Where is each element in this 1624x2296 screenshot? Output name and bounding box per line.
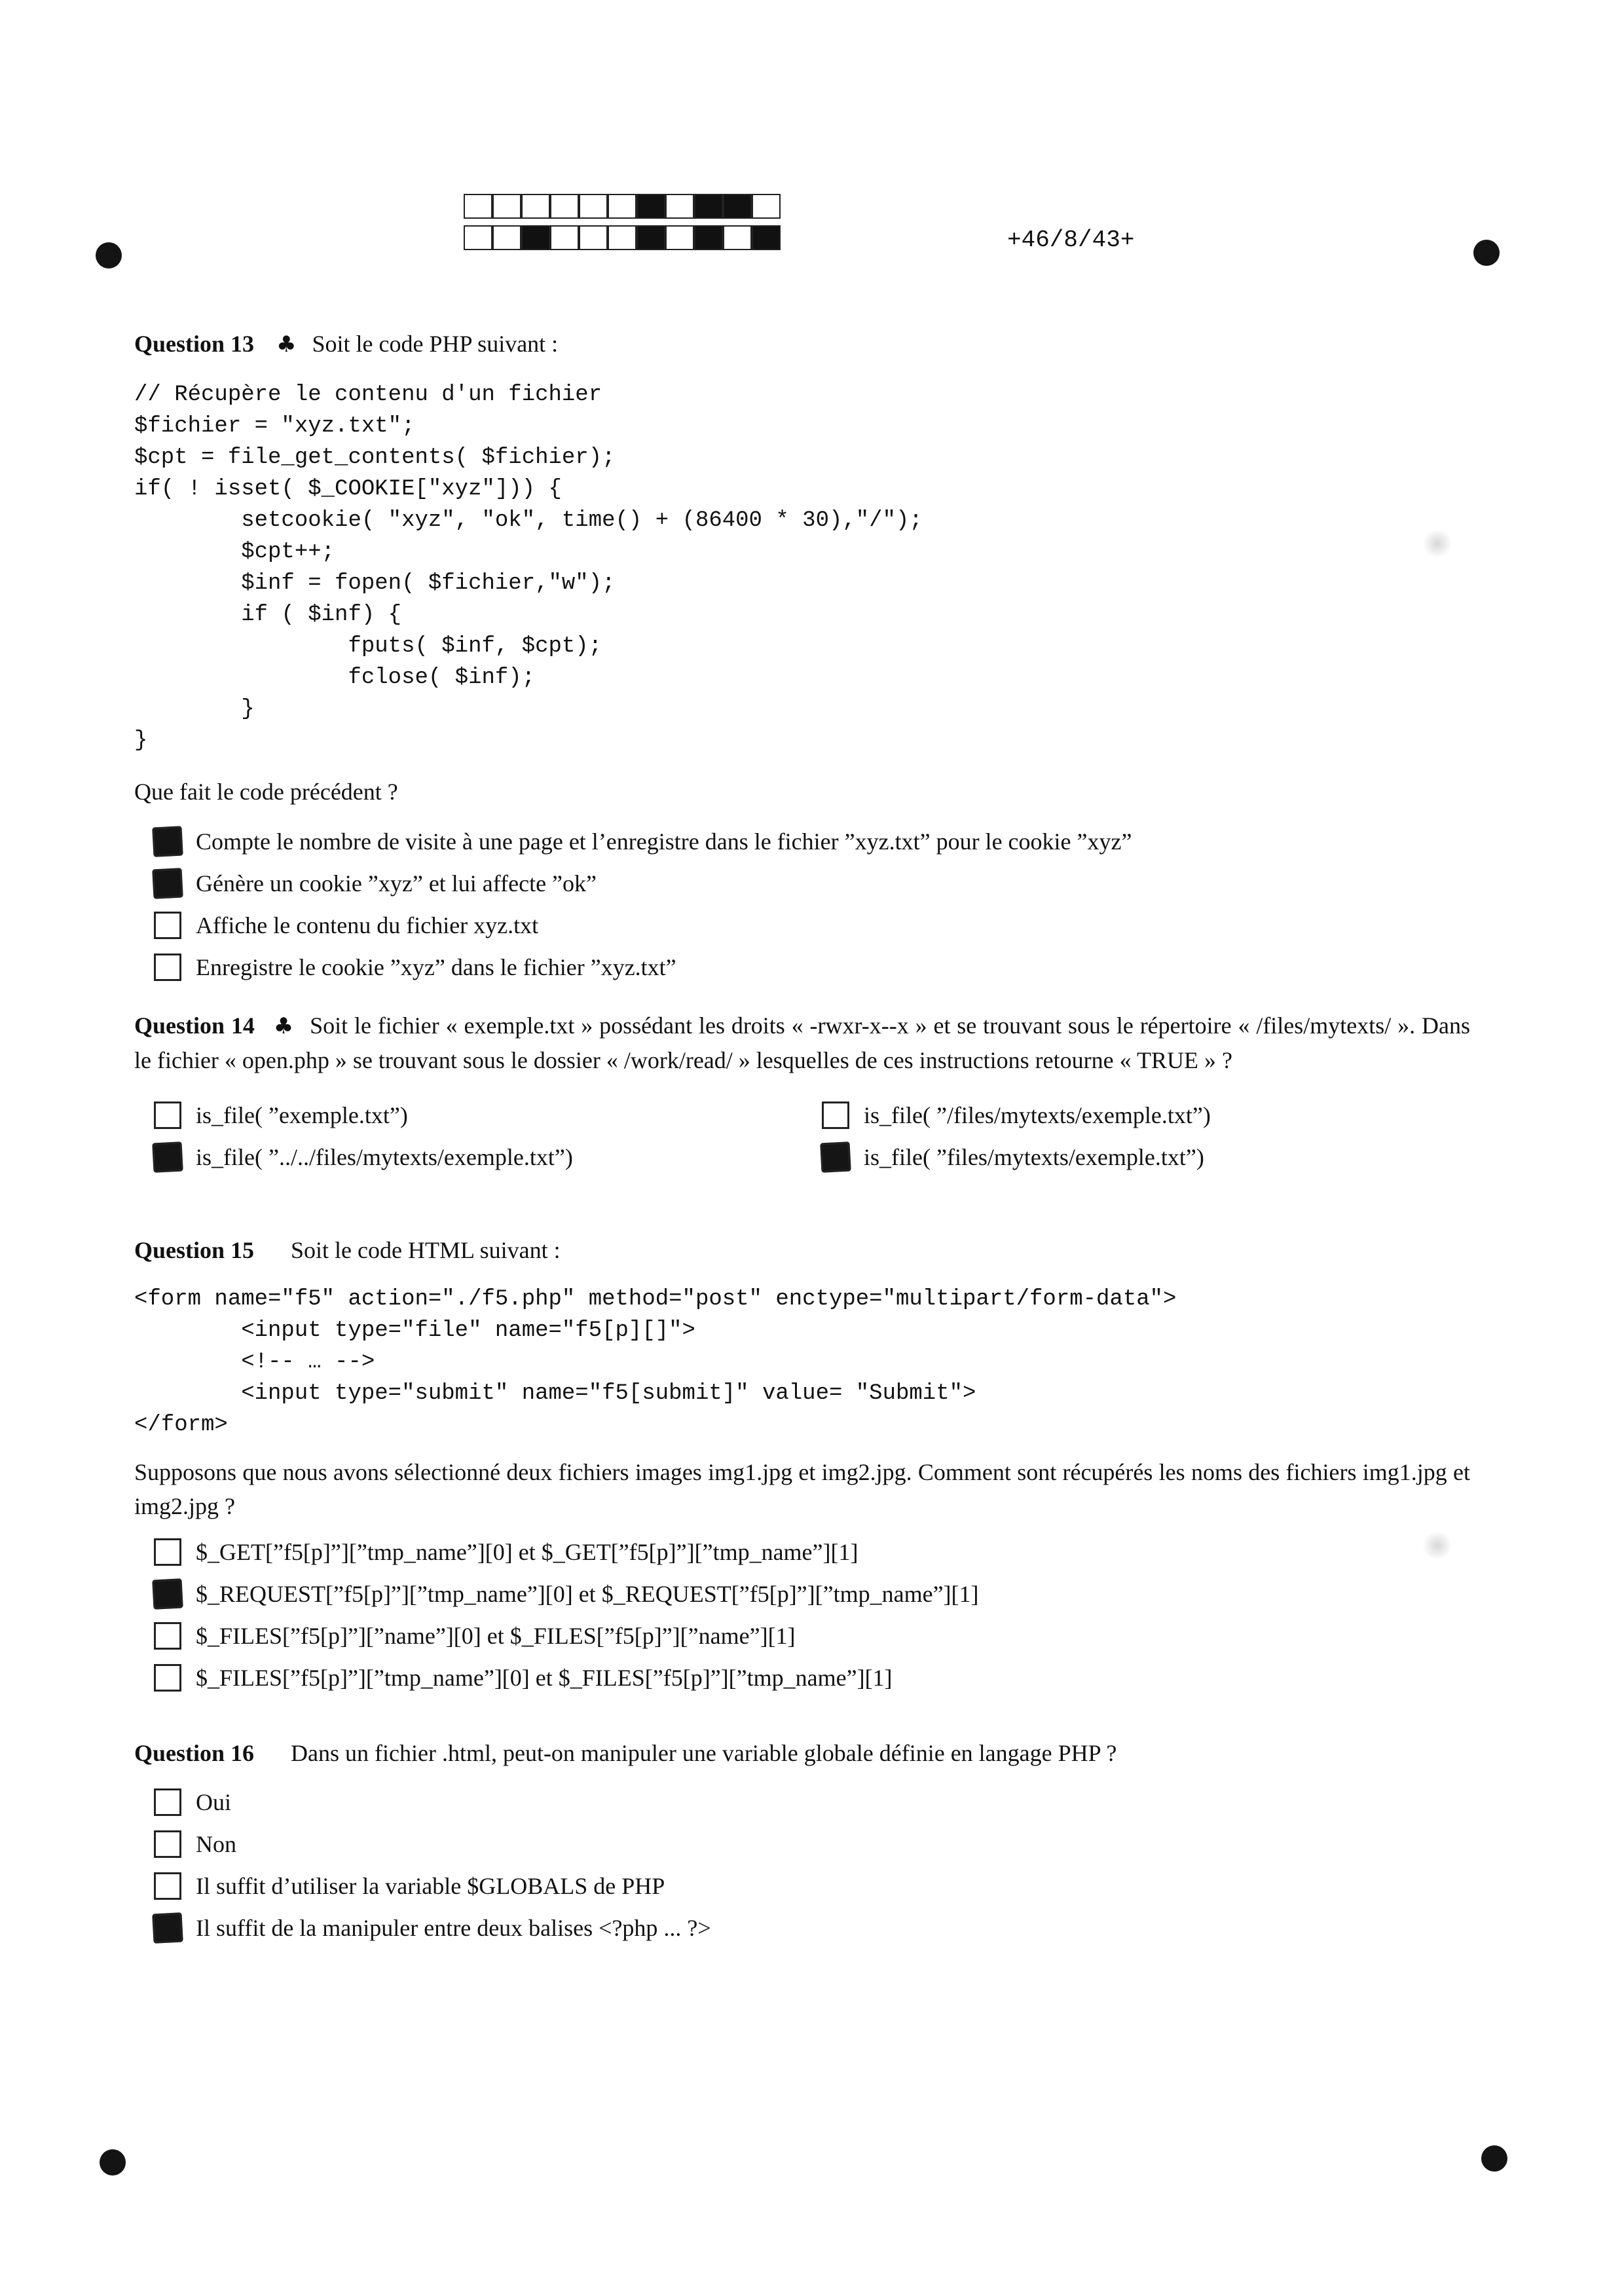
- answer-option[interactable]: [134, 1657, 1470, 1699]
- checkbox-unchecked[interactable]: [154, 912, 181, 939]
- answer-text: is_file( ”files/mytexts/exemple.txt”): [864, 1144, 1204, 1170]
- answer-option[interactable]: [134, 904, 1470, 946]
- answer-option[interactable]: [134, 1615, 1470, 1657]
- html-code-block: <form name="f5" action="./f5.php" method="post" enctype="multipart/form-data"> <input type="file" name="f5[p][]"> <!-- … --> <input type="submit" name="f5[submit]" value= "Submit"> </form>: [134, 1287, 1177, 1437]
- checkbox-unchecked[interactable]: [154, 1872, 181, 1900]
- question-intro: Soit le code HTML suivant :: [291, 1237, 561, 1263]
- question-prompt: Supposons que nous avons sélectionné deux fichiers images img1.jpg et img2.jpg. Comment sont récupérés les noms des fichiers img1.jpg et img2.jpg ?: [134, 1459, 1470, 1519]
- answer-list: [134, 821, 1470, 988]
- checkbox-unchecked[interactable]: [154, 1622, 181, 1650]
- barcode-cell: [492, 194, 521, 219]
- barcode-cell: [550, 194, 579, 219]
- answer-grid: [134, 1094, 1470, 1178]
- question-14-text: [134, 1009, 1470, 1077]
- barcode-cell: [752, 194, 781, 219]
- answer-text: Il suffit de la manipuler entre deux balises <?php ... ?>: [196, 1915, 711, 1941]
- answer-list: [134, 1781, 1470, 1949]
- answer-option[interactable]: [134, 1573, 1470, 1615]
- answer-option[interactable]: [134, 1781, 1470, 1823]
- club-icon: ♣: [272, 1013, 295, 1039]
- checkbox-unchecked[interactable]: [154, 954, 181, 981]
- checkbox-checked[interactable]: [152, 868, 183, 899]
- checkbox-unchecked[interactable]: [154, 1538, 181, 1566]
- answer-text: is_file( ”/files/mytexts/exemple.txt”): [864, 1102, 1211, 1128]
- question-label: Question 15: [134, 1237, 255, 1263]
- checkbox-checked[interactable]: [820, 1141, 851, 1173]
- barcode-cell: [694, 225, 723, 250]
- question-text: Soit le fichier « exemple.txt » possédant les droits « -rwxr-x--x » et se trouvant sous le répertoire « /files/mytexts/ ». Dans le fichier « open.php » se trouvant sous le dossier « /work/read/ » lesquelles de ces instructions retourne « TRUE » ?: [134, 1012, 1471, 1073]
- barcode-cell: [723, 194, 752, 219]
- answer-option[interactable]: [134, 1865, 1470, 1907]
- barcode-cell: [464, 225, 492, 250]
- question-label: Question 16: [134, 1740, 255, 1766]
- question-text: Dans un fichier .html, peut-on manipuler une variable globale définie en langage PHP ?: [291, 1740, 1117, 1766]
- answer-text: is_file( ”../../files/mytexts/exemple.txt”): [196, 1144, 573, 1170]
- question-label: Question 13: [134, 331, 255, 357]
- answer-column-left: [134, 1094, 802, 1178]
- question-16-header: [134, 1737, 1470, 1769]
- barcode-cell: [665, 225, 694, 250]
- answer-text: Affiche le contenu du fichier xyz.txt: [196, 912, 539, 938]
- question-13: [134, 327, 1470, 988]
- barcode-cell: [550, 225, 579, 250]
- checkbox-unchecked[interactable]: [154, 1830, 181, 1858]
- question-13-header: [134, 327, 1470, 361]
- answer-option[interactable]: [134, 1136, 802, 1178]
- barcode-cell: [608, 194, 637, 219]
- answer-text: $_GET[”f5[p]”][”tmp_name”][0] et $_GET[”f5[p]”][”tmp_name”][1]: [196, 1539, 858, 1565]
- question-14: [134, 1009, 1470, 1178]
- question-intro: Soit le code PHP suivant :: [312, 331, 559, 357]
- barcode-cell: [492, 225, 521, 250]
- answer-text: Oui: [196, 1789, 231, 1815]
- barcode-cell: [579, 194, 608, 219]
- answer-text: Non: [196, 1831, 236, 1857]
- barcode-row-2: [464, 225, 781, 250]
- barcode-cell: [579, 225, 608, 250]
- answer-text: Enregistre le cookie ”xyz” dans le fichier ”xyz.txt”: [196, 954, 676, 980]
- checkbox-unchecked[interactable]: [154, 1788, 181, 1816]
- checkbox-unchecked[interactable]: [154, 1102, 181, 1129]
- answer-option[interactable]: [134, 1094, 802, 1136]
- checkbox-checked[interactable]: [152, 1141, 183, 1173]
- page-id: +46/8/43+: [1007, 227, 1135, 253]
- barcode-row-1: [464, 194, 781, 219]
- barcode-cell: [521, 225, 550, 250]
- barcode-cell: [665, 194, 694, 219]
- answer-option[interactable]: [134, 821, 1470, 862]
- barcode-cell: [464, 194, 492, 219]
- answer-text: is_file( ”exemple.txt”): [196, 1102, 408, 1128]
- barcode-cell: [608, 225, 637, 250]
- question-16: [134, 1737, 1470, 1949]
- answer-option[interactable]: [134, 862, 1470, 904]
- checkbox-checked[interactable]: [152, 1912, 183, 1944]
- question-15: [134, 1234, 1470, 1699]
- answer-option[interactable]: [134, 946, 1470, 988]
- corner-mark-top-left: [96, 242, 122, 268]
- barcode-cell: [637, 225, 665, 250]
- question-15-header: [134, 1234, 1470, 1267]
- answer-option[interactable]: [134, 1531, 1470, 1573]
- barcode-cell: [752, 225, 781, 250]
- checkbox-unchecked[interactable]: [822, 1102, 849, 1129]
- answer-list: [134, 1531, 1470, 1699]
- answer-option[interactable]: [134, 1823, 1470, 1865]
- answer-column-right: [802, 1094, 1470, 1178]
- checkbox-checked[interactable]: [152, 1578, 183, 1610]
- barcode-cell: [694, 194, 723, 219]
- answer-text: Génère un cookie ”xyz” et lui affecte ”ok”: [196, 870, 597, 897]
- club-icon: ♣: [276, 331, 297, 358]
- corner-mark-bottom-left: [100, 2149, 126, 2176]
- barcode-cell: [723, 225, 752, 250]
- barcode-cell: [637, 194, 665, 219]
- corner-mark-top-right: [1473, 240, 1500, 266]
- answer-option[interactable]: [802, 1094, 1470, 1136]
- answer-text: $_FILES[”f5[p]”][”name”][0] et $_FILES[”f5[p]”][”name”][1]: [196, 1623, 796, 1649]
- answer-text: $_FILES[”f5[p]”][”tmp_name”][0] et $_FILES[”f5[p]”][”tmp_name”][1]: [196, 1665, 893, 1691]
- answer-option[interactable]: [134, 1907, 1470, 1949]
- checkbox-unchecked[interactable]: [154, 1664, 181, 1692]
- answer-text: Compte le nombre de visite à une page et l’enregistre dans le fichier ”xyz.txt” pour le cookie ”xyz”: [196, 828, 1132, 855]
- php-code-block: // Récupère le contenu d'un fichier $fichier = "xyz.txt"; $cpt = file_get_contents( $fichier); if( ! isset( $_COOKIE["xyz"])) { setcookie( "xyz", "ok", time() + (86400 * 30),"/"); $cpt++; $inf = fopen( $fichier,"w"); if ( $inf) { fputs( $inf, $cpt); fclose( $inf); } }: [134, 382, 923, 753]
- checkbox-checked[interactable]: [152, 826, 183, 857]
- answer-option[interactable]: [802, 1136, 1470, 1178]
- corner-mark-bottom-right: [1481, 2145, 1507, 2172]
- question-prompt: Que fait le code précédent ?: [134, 779, 398, 805]
- answer-text: $_REQUEST[”f5[p]”][”tmp_name”][0] et $_REQUEST[”f5[p]”][”tmp_name”][1]: [196, 1581, 979, 1607]
- answer-text: Il suffit d’utiliser la variable $GLOBALS de PHP: [196, 1873, 665, 1899]
- barcode-cell: [521, 194, 550, 219]
- question-label: Question 14: [134, 1012, 255, 1039]
